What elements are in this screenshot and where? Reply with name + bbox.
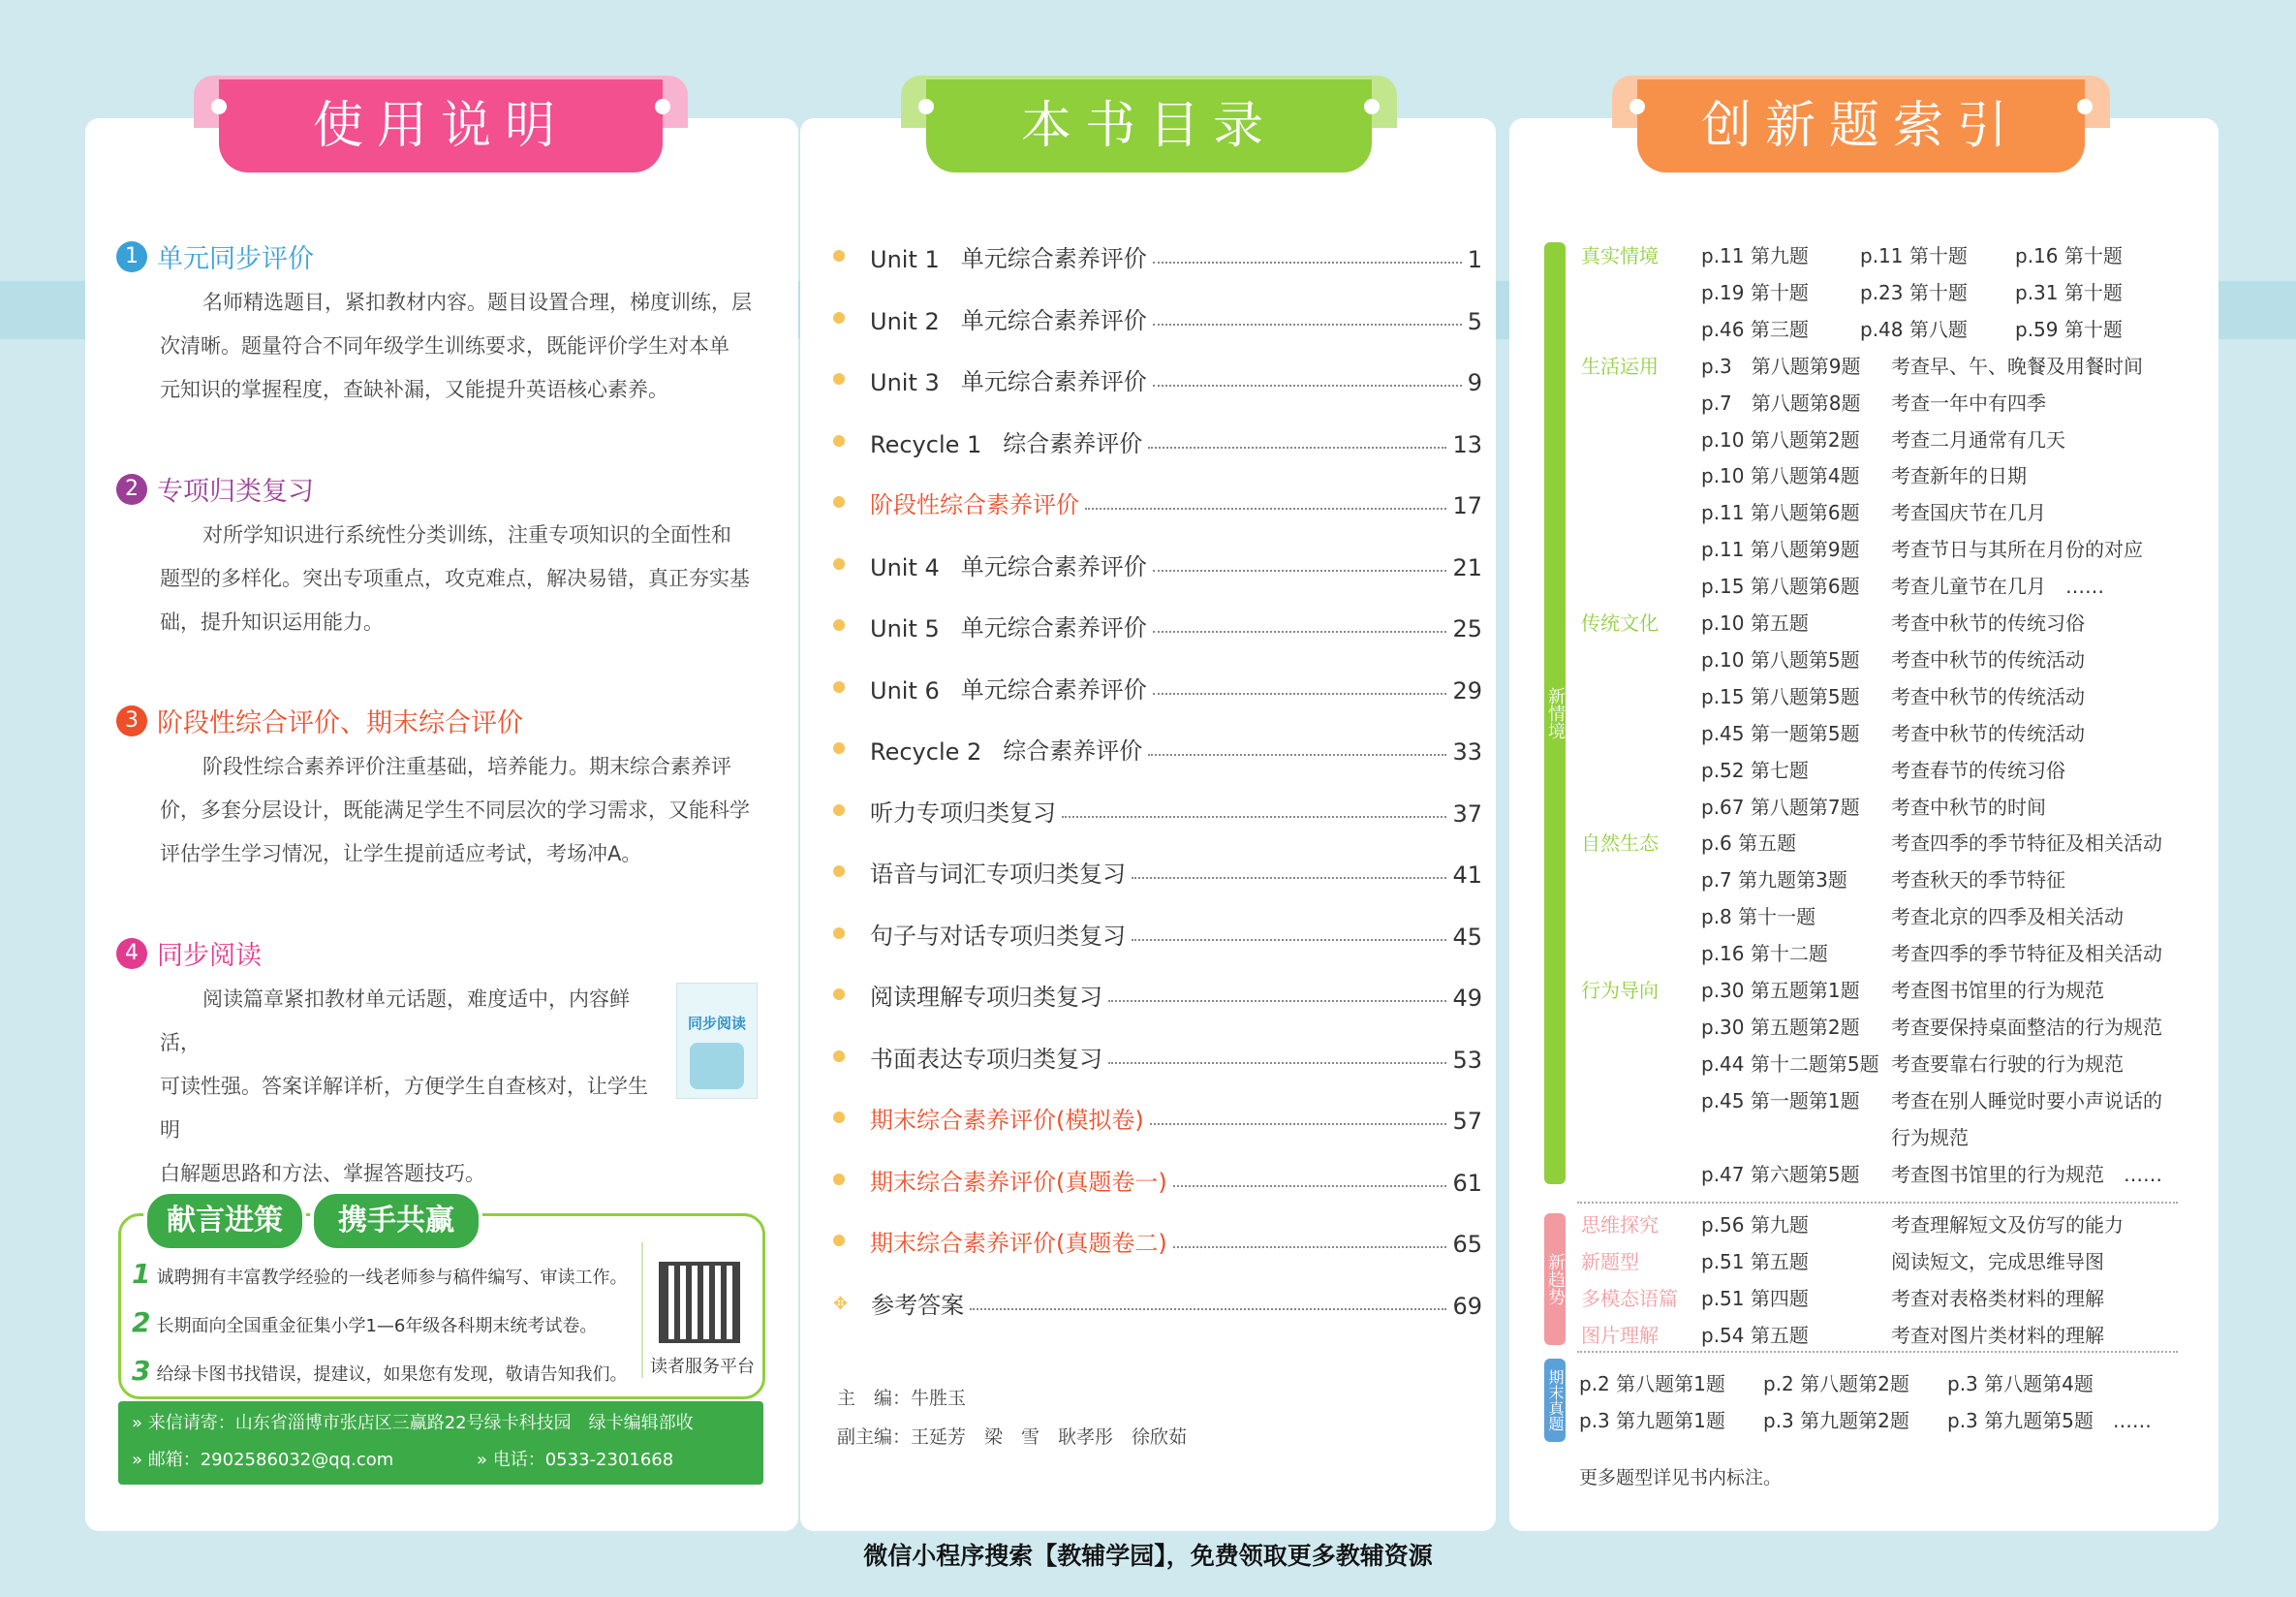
toc-page: 9 — [1467, 369, 1482, 396]
index-cell: 考查二月通常有几天 — [1891, 427, 2065, 452]
toc-row[interactable] — [833, 1158, 1482, 1197]
body-line: 阅读篇章紧扣教材单元话题，难度适中，内容鲜活， — [160, 987, 630, 1054]
index-cell: p.45 第一题第5题 — [1701, 721, 1860, 745]
section-title: 阶段性综合评价、期末综合评价 — [157, 708, 523, 738]
index-cell: 考查新年的日期 — [1891, 464, 2027, 488]
toc-page: 1 — [1467, 246, 1482, 273]
toc-row[interactable] — [833, 973, 1482, 1012]
index-cell: 考查儿童节在几月 …… — [1891, 575, 2104, 599]
qr-code[interactable] — [659, 1262, 740, 1343]
toc-leader — [1062, 816, 1446, 818]
index-cell: p.31 第十题 — [2015, 280, 2123, 304]
toc-leader — [1153, 631, 1447, 633]
dot-bullet-icon — [833, 1235, 845, 1246]
toc-row[interactable] — [833, 789, 1482, 828]
toc-title: 参考答案 — [871, 1291, 965, 1319]
toc-leader — [1153, 693, 1447, 695]
index-cell: 考查四季的季节特征及相关活动 — [1891, 942, 2162, 966]
toc-page: 57 — [1452, 1108, 1482, 1135]
toc-title: 综合素养评价 — [1003, 737, 1143, 765]
deputy-editor-line: 副主编：王延芳 梁 雪 耿孝彤 徐欣茹 — [837, 1426, 1188, 1448]
index-cell: 考查早、午、晚餐及用餐时间 — [1891, 354, 2143, 378]
index-cell: 考查对表格类材料的理解 — [1891, 1286, 2104, 1310]
body-line: 可读性强。答案详解详析，方便学生自查核对，让学生明 — [160, 1075, 648, 1142]
index-cell: 考查秋天的季节特征 — [1891, 868, 2065, 892]
tab-dot — [1629, 99, 1645, 114]
toc-unit: Unit 1 — [870, 246, 940, 273]
tab-dot — [655, 99, 670, 114]
tab-dot — [918, 99, 934, 114]
toc-row[interactable] — [833, 604, 1482, 642]
dot-bullet-icon — [833, 619, 845, 631]
index-cell: 考查对图片类材料的理解 — [1891, 1323, 2104, 1347]
toc-title: 单元综合素养评价 — [960, 675, 1147, 704]
toc-row[interactable] — [833, 1281, 1482, 1320]
index-category: 生活运用 — [1581, 354, 1659, 378]
toc-title: 期末综合素养评价(真题卷二) — [870, 1230, 1167, 1257]
contact-bar — [118, 1401, 763, 1485]
email-line: » 邮箱：2902586032@qq.com — [132, 1450, 394, 1470]
index-cell: p.11 第九题 — [1701, 244, 1809, 267]
toc-row[interactable] — [833, 297, 1482, 335]
toc-page: 37 — [1452, 799, 1482, 828]
toc-row[interactable] — [833, 666, 1482, 705]
toc-title: 单元综合素养评价 — [960, 368, 1147, 395]
index-divider — [1577, 1351, 2178, 1353]
index-category: 图片理解 — [1581, 1323, 1659, 1347]
toc-unit: Unit 3 — [870, 369, 940, 396]
index-cell: 考查国庆节在几月 — [1891, 501, 2046, 525]
toc-unit: Recycle 1 — [870, 430, 982, 458]
index-cell: p.2 第八题第1题 — [1579, 1372, 1725, 1395]
toc-leader — [1132, 939, 1446, 941]
index-cell: p.7 第八题第8题 — [1701, 391, 1861, 415]
toc-leader — [1148, 754, 1446, 756]
usage-section-3 — [116, 702, 523, 739]
toc-title: 单元综合素养评价 — [960, 552, 1147, 580]
section-title: 单元同步评价 — [157, 244, 314, 274]
section-number: 2 — [116, 474, 147, 505]
toc-page: 33 — [1452, 738, 1482, 766]
index-cell: 考查要保持桌面整洁的行为规范 — [1891, 1015, 2162, 1039]
usage-tab: 使用说明 — [219, 79, 663, 172]
toc-title: 综合素养评价 — [1003, 429, 1143, 457]
toc-leader — [1085, 508, 1446, 510]
index-cell: p.10 第八题第2题 — [1701, 427, 1860, 452]
index-cell: 考查四季的季节特征及相关活动 — [1891, 831, 2162, 856]
index-cell: p.59 第十题 — [2015, 317, 2123, 341]
index-cell: 考查一年中有四季 — [1891, 391, 2046, 415]
book-cover-title: 同步阅读 — [687, 1015, 746, 1032]
index-cell: 考查在别人睡觉时要小声说话的 — [1891, 1088, 2162, 1112]
dot-bullet-icon — [833, 988, 845, 1000]
star-bullet-icon: ✥ — [833, 1293, 849, 1314]
toc-page: 21 — [1452, 553, 1482, 581]
tab-dot — [1364, 99, 1380, 114]
index-cell: p.30 第五题第2题 — [1701, 1015, 1860, 1039]
index-cell: 考查理解短文及仿写的能力 — [1891, 1213, 2124, 1237]
toc-page: 61 — [1452, 1169, 1482, 1197]
index-cell: p.67 第八题第7题 — [1701, 795, 1860, 819]
index-cell: p.3 第八题第4题 — [1947, 1372, 2094, 1395]
toc-page: 45 — [1452, 923, 1482, 951]
toc-page: 49 — [1452, 985, 1482, 1012]
usage-section-4 — [116, 934, 262, 972]
index-category: 思维探究 — [1581, 1213, 1659, 1237]
index-cell: p.11 第八题第6题 — [1701, 501, 1860, 525]
section-number: 4 — [116, 938, 147, 969]
dot-bullet-icon — [833, 435, 845, 447]
toc-leader — [1132, 877, 1446, 879]
index-cell: 考查中秋节的传统习俗 — [1891, 611, 2085, 635]
index-cell: 行为规范 — [1891, 1125, 1969, 1149]
body-line: 白解题思路和方法、掌握答题技巧。 — [160, 1162, 485, 1185]
toc-unit: Unit 2 — [870, 307, 940, 335]
index-cell: 考查图书馆里的行为规范 — [1891, 979, 2104, 1002]
toc-leader — [1153, 385, 1462, 387]
toc-unit: Unit 5 — [870, 615, 940, 642]
index-cell: p.3 第九题第2题 — [1763, 1409, 1909, 1432]
body-line: 元知识的掌握程度，查缺补漏，又能提升英语核心素养。 — [160, 378, 668, 401]
toc-title: 单元综合素养评价 — [960, 306, 1147, 334]
toc-title: 期末综合素养评价(模拟卷) — [870, 1107, 1144, 1134]
index-cell: p.46 第三题 — [1701, 317, 1809, 341]
toc-row[interactable] — [833, 358, 1482, 396]
toc-title: 阅读理解专项归类复习 — [870, 984, 1102, 1011]
index-cell: p.16 第十二题 — [1701, 942, 1828, 966]
phone-line: » 电话：0533-2301668 — [477, 1450, 674, 1470]
toc-title: 阶段性综合素养评价 — [870, 491, 1079, 518]
dot-bullet-icon — [833, 1112, 845, 1123]
toc-page: 69 — [1452, 1292, 1482, 1320]
toc-page: 65 — [1452, 1231, 1482, 1258]
index-cell: p.45 第一题第1题 — [1701, 1088, 1860, 1112]
qr-label: 读者服务平台 — [650, 1357, 755, 1377]
toc-title: 书面表达专项归类复习 — [870, 1045, 1102, 1073]
index-cell: 考查图书馆里的行为规范 …… — [1891, 1162, 2162, 1186]
promo-list — [132, 1252, 636, 1397]
toc-page: 5 — [1467, 307, 1482, 335]
toc-title: 听力专项归类复习 — [870, 798, 1056, 827]
promo-item: 2 长期面向全国重金征集小学1—6年级各科期末统考试卷。 — [132, 1306, 598, 1338]
dot-bullet-icon — [833, 1174, 845, 1185]
toc-page: 29 — [1452, 676, 1482, 705]
section-body — [160, 978, 664, 1196]
index-cell: p.6 第五题 — [1701, 831, 1797, 856]
toc-leader — [1173, 1185, 1447, 1187]
toc-row[interactable] — [833, 727, 1482, 766]
index-divider — [1577, 1202, 2178, 1204]
index-cell: p.52 第七题 — [1701, 758, 1809, 782]
index-cell: p.3 第九题第5题 …… — [1947, 1409, 2152, 1432]
toc-row[interactable] — [833, 1096, 1482, 1135]
toc-page: 53 — [1452, 1046, 1482, 1074]
promo-item: 1 诚聘拥有丰富教学经验的一线老师参与稿件编写、审读工作。 — [132, 1258, 628, 1290]
index-cell: 考查春节的传统习俗 — [1891, 758, 2065, 782]
toc-page: 13 — [1452, 430, 1482, 458]
band-new-trend: 新趋势 — [1544, 1213, 1566, 1345]
section-title: 专项归类复习 — [157, 477, 314, 507]
index-cell: p.8 第十一题 — [1701, 905, 1816, 929]
toc-row[interactable] — [833, 543, 1482, 581]
promo-tag: 献言进策 — [143, 1190, 306, 1252]
toc-page: 17 — [1452, 492, 1482, 519]
index-category: 自然生态 — [1581, 831, 1659, 856]
index-tab: 创新题索引 — [1637, 79, 2085, 172]
toc-title: 单元综合素养评价 — [960, 245, 1147, 272]
toc-row[interactable] — [833, 420, 1482, 458]
index-cell: 考查中秋节的传统活动 — [1891, 647, 2085, 672]
section-body — [160, 281, 765, 412]
band-new-context: 新情境 — [1544, 242, 1566, 1184]
toc-unit: Unit 4 — [870, 553, 940, 581]
index-cell: p.7 第九题第3题 — [1701, 868, 1847, 892]
body-line: 评估学生学习情况，让学生提前适应考试，考场冲A。 — [160, 842, 642, 865]
index-category: 传统文化 — [1581, 611, 1659, 635]
dot-bullet-icon — [833, 804, 845, 816]
toc-leader — [1153, 262, 1462, 264]
index-cell: p.10 第五题 — [1701, 611, 1809, 635]
toc-title: 单元综合素养评价 — [960, 614, 1147, 642]
promo-item: 3 给绿卡图书找错误，提建议，如果您有发现，敬请告知我们。 — [132, 1355, 628, 1387]
toc-page: 41 — [1452, 861, 1482, 889]
toc-leader — [1108, 1062, 1446, 1064]
toc-tab: 本书目录 — [926, 79, 1372, 172]
index-cell: p.19 第十题 — [1701, 280, 1809, 304]
index-cell: p.10 第八题第5题 — [1701, 647, 1860, 672]
toc-row[interactable] — [833, 850, 1482, 889]
toc-leader — [1153, 324, 1462, 326]
toc-title: 语音与词汇专项归类复习 — [870, 861, 1126, 888]
section-body — [160, 514, 765, 644]
index-cell: p.23 第十题 — [1860, 280, 1968, 304]
index-cell: p.51 第五题 — [1701, 1249, 1809, 1273]
index-cell: 考查节日与其所在月份的对应 — [1891, 538, 2143, 562]
index-cell: p.16 第十题 — [2015, 244, 2123, 267]
dot-bullet-icon — [833, 312, 845, 324]
index-cell: p.11 第十题 — [1860, 244, 1968, 267]
body-line: 对所学知识进行系统性分类训练，注重专项知识的全面性和 — [202, 523, 731, 547]
dot-bullet-icon — [833, 496, 845, 508]
toc-row[interactable] — [833, 912, 1482, 951]
index-category: 行为导向 — [1581, 979, 1659, 1002]
index-cell: p.54 第五题 — [1701, 1323, 1809, 1347]
dot-bullet-icon — [833, 373, 845, 385]
body-line: 阶段性综合素养评价注重基础，培养能力。期末综合素养评 — [202, 755, 731, 778]
band-final-exam: 期末真题 — [1544, 1359, 1566, 1442]
body-line: 价，多套分层设计，既能满足学生不同层次的学习需求，又能科学 — [160, 798, 750, 822]
dot-bullet-icon — [833, 742, 845, 754]
index-cell: 阅读短文，完成思维导图 — [1891, 1249, 2104, 1273]
index-cell: 考查中秋节的时间 — [1891, 795, 2046, 819]
index-cell: p.56 第九题 — [1701, 1213, 1809, 1237]
index-cell: p.15 第八题第5题 — [1701, 684, 1860, 708]
toc-title: 句子与对话专项归类复习 — [870, 922, 1126, 950]
toc-row[interactable] — [833, 235, 1482, 273]
toc-leader — [1148, 447, 1446, 449]
book-cover-illustration — [690, 1043, 744, 1089]
tab-dot — [2077, 99, 2093, 114]
index-cell: p.3 第九题第1题 — [1579, 1409, 1725, 1432]
book-cover-image — [676, 983, 758, 1099]
index-cell: p.2 第八题第2题 — [1763, 1372, 1909, 1395]
dot-bullet-icon — [833, 250, 845, 262]
dot-bullet-icon — [833, 865, 845, 877]
index-cell: p.10 第八题第4题 — [1701, 464, 1860, 488]
dot-bullet-icon — [833, 1050, 845, 1062]
toc-leader — [1153, 570, 1447, 572]
index-cell: 考查中秋节的传统活动 — [1891, 684, 2085, 708]
editor-line: 主 编：牛胜玉 — [837, 1388, 967, 1409]
toc-unit: Unit 6 — [870, 676, 940, 705]
section-body — [160, 745, 765, 876]
index-cell: 考查中秋节的传统活动 — [1891, 721, 2085, 745]
index-category: 多模态语篇 — [1581, 1286, 1678, 1310]
toc-leader — [1173, 1246, 1447, 1248]
toc-row[interactable] — [833, 481, 1482, 519]
body-line: 础，提升知识运用能力。 — [160, 611, 384, 634]
dot-bullet-icon — [833, 681, 845, 693]
dot-bullet-icon — [833, 927, 845, 939]
dot-bullet-icon — [833, 558, 845, 570]
index-cell: 考查北京的四季及相关活动 — [1891, 905, 2124, 929]
index-cell: p.15 第八题第6题 — [1701, 575, 1860, 599]
index-cell: p.44 第十二题第5题 — [1701, 1051, 1879, 1076]
toc-row[interactable] — [833, 1035, 1482, 1074]
promo-tag: 携手共赢 — [310, 1190, 482, 1252]
footer-banner: 微信小程序搜索【教辅学园】，免费领取更多教辅资源 — [863, 1542, 1433, 1570]
index-cell: p.48 第八题 — [1860, 317, 1968, 341]
section-title: 同步阅读 — [157, 941, 262, 971]
toc-row[interactable] — [833, 1219, 1482, 1258]
section-number: 1 — [116, 241, 147, 272]
toc-leader — [970, 1308, 1446, 1310]
index-cell: p.51 第四题 — [1701, 1286, 1809, 1310]
index-cell: p.47 第六题第5题 — [1701, 1162, 1860, 1186]
index-more-note: 更多题型详见书内标注。 — [1579, 1467, 1783, 1488]
usage-section-2 — [116, 470, 314, 508]
index-cell: p.30 第五题第1题 — [1701, 979, 1860, 1002]
body-line: 次清晰。题量符合不同年级学生训练要求，既能评价学生对本单 — [160, 334, 729, 358]
index-category: 真实情境 — [1581, 244, 1659, 267]
toc-title: 期末综合素养评价(真题卷一) — [870, 1168, 1167, 1196]
body-line: 题型的多样化。突出专项重点，攻克难点，解决易错，真正夯实基 — [160, 567, 750, 590]
index-cell: 考查要靠右行驶的行为规范 — [1891, 1051, 2124, 1076]
section-number: 3 — [116, 705, 147, 736]
tab-dot — [211, 99, 227, 114]
index-cell: p.3 第八题第9题 — [1701, 354, 1861, 378]
usage-section-1 — [116, 237, 314, 275]
address-line: » 来信请寄：山东省淄博市张店区三赢路22号绿卡科技园 绿卡编辑部收 — [132, 1413, 694, 1433]
index-cell: p.11 第八题第9题 — [1701, 538, 1860, 562]
body-line: 名师精选题目，紧扣教材内容。题目设置合理，梯度训练，层 — [202, 291, 752, 314]
index-category: 新题型 — [1581, 1249, 1639, 1273]
toc-leader — [1150, 1123, 1447, 1125]
toc-leader — [1108, 1000, 1446, 1002]
toc-unit: Recycle 2 — [870, 738, 982, 766]
toc-page: 25 — [1452, 615, 1482, 642]
